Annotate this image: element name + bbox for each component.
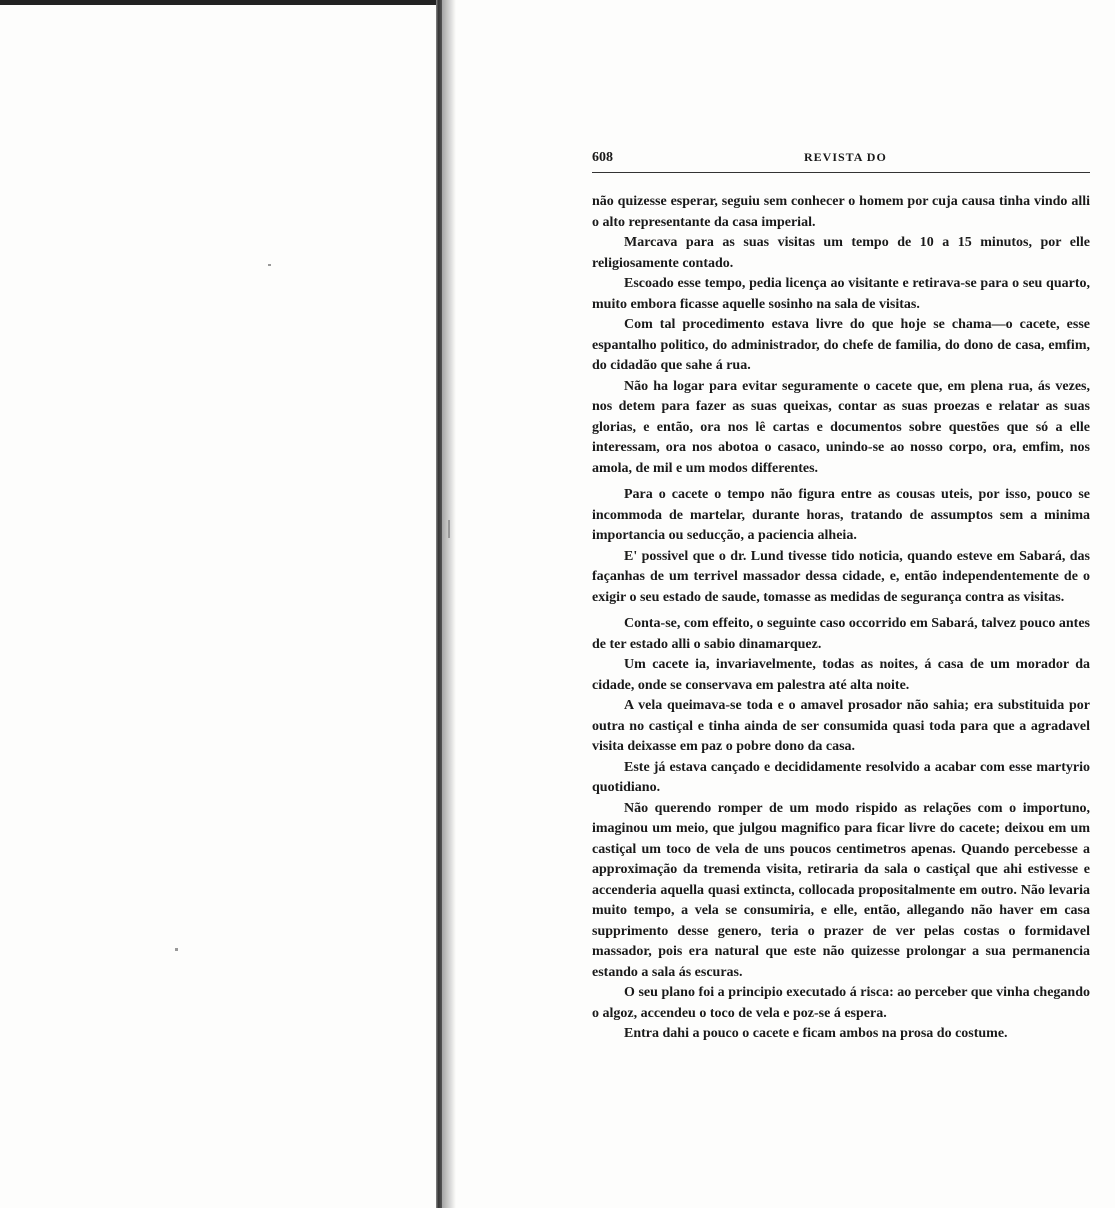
paragraph: A vela queimava-se toda e o amavel prosador não sahia; era substituida por outra no castiçal e tinha ainda de ser consumida quasi toda para que a agradavel visita deixasse em paz o pobre dono da casa. (592, 698, 1090, 754)
paragraph: Não ha logar para evitar seguramente o cacete que, em plena rua, ás vezes, nos detem para fazer as suas queixas, contar as suas proezas e relatar as suas glorias, e então, ora nos lê cartas e documentos sobre questões que só a elle interessam, ora nos abotoa o casaco, unindo-se ao nosso corpo, ora, emfim, nos amola, de mil e um modos differentes. (592, 378, 1090, 476)
paragraph: Um cacete ia, invariavelmente, todas as noites, á casa de um morador da cidade, onde se conservava em palestra até alta noite. (592, 657, 1090, 693)
paragraph: Este já estava cançado e decididamente resolvido a acabar com esse martyrio quotidiano. (592, 759, 1090, 795)
paragraph: Não querendo romper de um modo rispido as relações com o importuno, imaginou um meio, que julgou magnifico para ficar livre do cacete; deixou em um castiçal um toco de vela de uns poucos centimetros apenas. Quando percebesse a approximação da tremenda visita, retiraria da sala o castiçal que ahi estivesse e accenderia aquella quasi extincta, collocada propositalmente em outro. Não levaria muito tempo, a vela se consumiria, e elle, então, allegando não haver em casa supprimento desse genero, teria o prazer de ver pelas costas o formidavel massador, pois era natural que este não quizesse prolongar a sua permanencia estando a sala ás escuras. (592, 800, 1090, 980)
paragraph: Com tal procedimento estava livre do que hoje se chama—o cacete, esse espantalho politico, do administrador, do chefe de familia, do dono de casa, emfim, do cidadão que sahe á rua. (592, 317, 1090, 373)
paper-fleck (175, 948, 178, 951)
paragraph: E' possivel que o dr. Lund tivesse tido noticia, quando esteve em Sabará, das façanhas de um terrivel massador dessa cidade, e, então independentemente de o exigir o seu estado de saude, tomasse as medidas de segurança contra as visitas. (592, 548, 1090, 605)
paragraph: Escoado esse tempo, pedia licença ao visitante e retirava-se para o seu quarto, muito embora ficasse aquelle sosinho na sala de visitas. (592, 276, 1090, 312)
paragraph: não quizesse esperar, seguiu sem conhecer o homem por cuja causa tinha vindo alli o alto representante da casa imperial. (592, 194, 1090, 230)
spine-shadow (442, 0, 456, 1208)
body-text (592, 192, 1090, 1045)
paper-fleck (448, 520, 450, 538)
paragraph: O seu plano foi a principio executado á risca: ao perceber que vinha chegando o algoz, accendeu o toco de vela e poz-se á espera. (592, 985, 1090, 1021)
paper-fleck (268, 264, 271, 266)
paragraph: Entra dahi a pouco o cacete e ficam ambos na prosa do costume. (624, 1026, 1008, 1041)
paragraph: Para o cacete o tempo não figura entre as cousas uteis, por isso, pouco se incommoda de martelar, durante horas, tratando de assumptos sem a minima importancia ou seducção, a paciencia alheia. (592, 487, 1090, 543)
paragraph: Conta-se, com effeito, o seguinte caso occorrido em Sabará, talvez pouco antes de ter estado alli o sabio dinamarquez. (592, 616, 1090, 652)
header-title: REVISTA DO (804, 150, 887, 164)
page-number: 608 (592, 150, 613, 165)
paragraph: Marcava para as suas visitas um tempo de 10 a 15 minutos, por elle religiosamente contado. (592, 235, 1090, 271)
left-page-top-edge (0, 0, 440, 5)
header-rule (592, 172, 1090, 173)
running-head (592, 150, 1090, 170)
